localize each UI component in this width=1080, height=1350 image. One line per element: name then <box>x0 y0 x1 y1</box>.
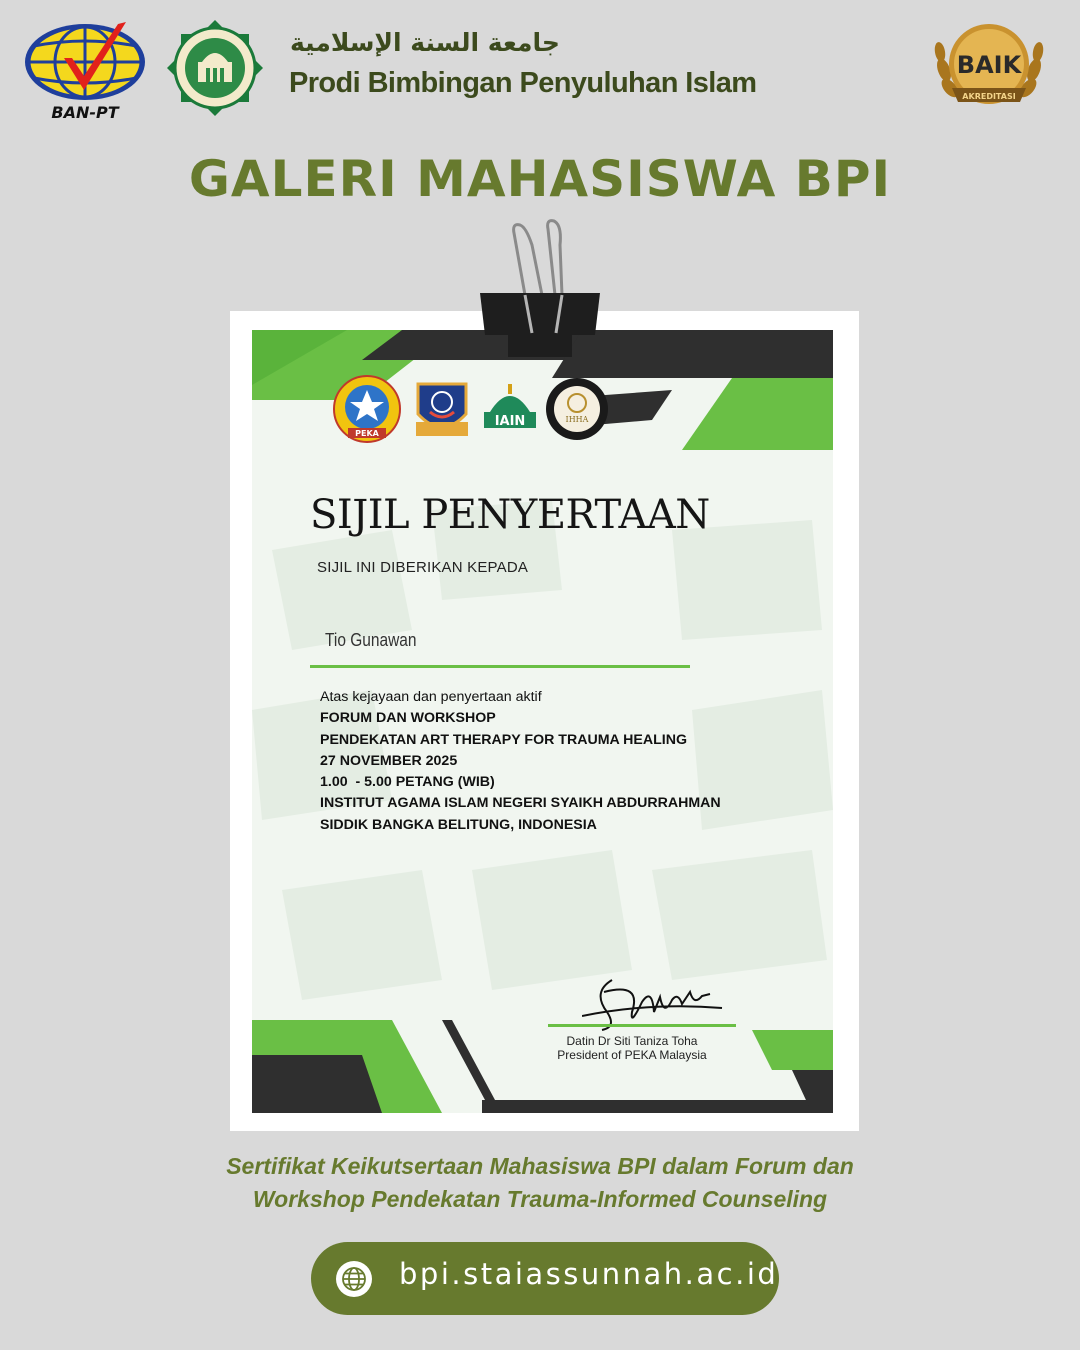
caption-line-2: Workshop Pendekatan Trauma-Informed Counseling <box>252 1186 828 1212</box>
ihha-logo <box>544 376 610 442</box>
svg-text:AKREDITASI: AKREDITASI <box>962 92 1016 101</box>
intro-line: Atas kejayaan dan penyertaan aktif <box>320 689 542 705</box>
svg-text:PEKA: PEKA <box>355 429 379 438</box>
banpt-logo <box>22 14 148 122</box>
signer-name: Datin Dr Siti Taniza Toha <box>566 1034 698 1048</box>
svg-text:BAN-PT: BAN-PT <box>51 103 119 122</box>
university-arabic-name: جامعة السنة الإسلامية <box>290 28 560 57</box>
venue-line-1: INSTITUT AGAMA ISLAM NEGERI SYAIKH ABDURRAHMAN <box>320 795 721 812</box>
certificate-title: SIJIL PENYERTAAN <box>310 492 710 538</box>
recipient-name: Tio Gunawan <box>325 630 417 650</box>
website-link[interactable] <box>311 1242 779 1315</box>
certificate <box>252 330 833 1113</box>
svg-text:BAIK: BAIK <box>956 51 1022 79</box>
name-underline <box>310 665 690 668</box>
event-line-1: FORUM DAN WORKSHOP <box>320 710 496 727</box>
website-url[interactable]: bpi.staiassunnah.ac.id <box>399 1257 779 1291</box>
signer-role: President of PEKA Malaysia <box>557 1048 707 1062</box>
accreditation-badge <box>930 18 1048 118</box>
caption-line-1: Sertifikat Keikutsertaan Mahasiswa BPI dalam Forum dan <box>226 1153 854 1179</box>
caption <box>140 1150 940 1216</box>
stai-assunnah-logo <box>160 14 270 122</box>
program-name: Prodi Bimbingan Penyuluhan Islam <box>289 67 757 99</box>
signature-line <box>548 1024 736 1027</box>
iain-logo <box>480 378 540 444</box>
event-line-2: PENDEKATAN ART THERAPY FOR TRAUMA HEALING <box>320 731 688 748</box>
event-time: 1.00 - 5.00 PETANG (WIB) <box>320 774 495 791</box>
akademi-latihan-logo <box>414 380 470 442</box>
globe-icon <box>335 1260 373 1298</box>
page-title: GALERI MAHASISWA BPI <box>188 150 892 208</box>
certificate-body <box>320 687 820 836</box>
svg-text:IHHA: IHHA <box>565 415 589 424</box>
peka-logo <box>332 374 402 444</box>
certificate-given-to-label: SIJIL INI DIBERIKAN KEPADA <box>317 559 529 576</box>
svg-text:IAIN: IAIN <box>494 414 526 429</box>
binder-clip-icon <box>470 215 610 360</box>
event-date: 27 NOVEMBER 2025 <box>320 752 458 769</box>
venue-line-2: SIDDIK BANGKA BELITUNG, INDONESIA <box>320 816 597 833</box>
